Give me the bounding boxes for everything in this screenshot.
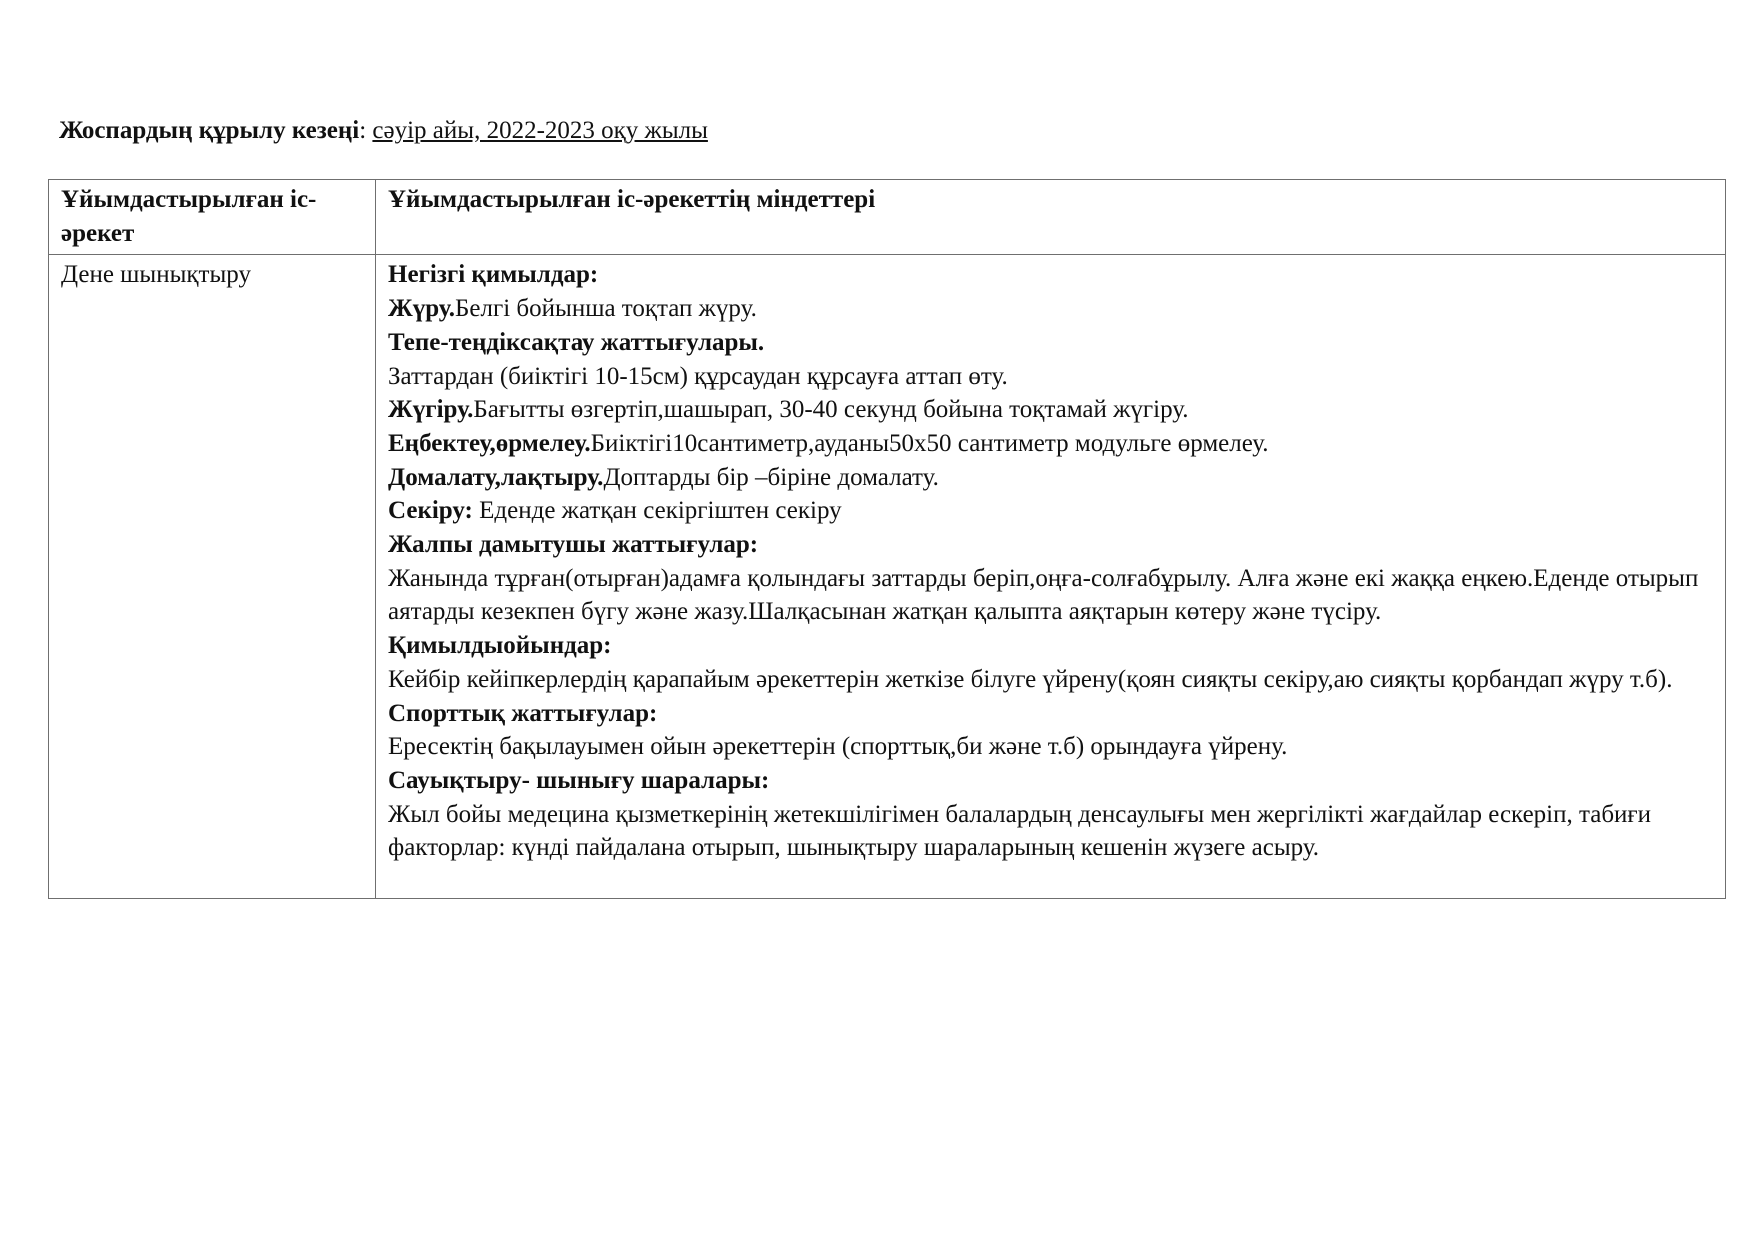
task-text: Жанында тұрған(отырған)адамға қолындағы заттарды беріп,оңға-солғабұрылу. Алға және екі жаққа еңкею.Еденде отырып аятарды кезекпен бүгу және жазу.Шалқасынан жатқан қалыпта аяқтарын көтеру және түсіру. [388,564,1699,626]
task-heading: Домалату,лақтыру. [388,463,604,491]
task-heading: Жалпы дамытушы жаттығулар: [388,531,759,559]
task-text: Кейбір кейіпкерлердің қарапайым әрекеттерін жеткізе білуге үйрену(қоян сияқты секіру,аю сияқты қорбандап жүру т.б). [388,665,1673,693]
activity-tasks-cell [376,255,1726,899]
plan-period-heading [59,115,708,147]
task-text: Биіктігі10сантиметр,ауданы50х50 сантиметр модульге өрмелеу. [590,429,1269,457]
activity-plan-table [48,179,1726,899]
task-heading: Жүру. [388,295,456,323]
task-line [388,562,1715,629]
task-line [388,427,1715,461]
task-heading: Қимылдыойындар: [388,632,612,660]
task-heading: Негізгі қимылдар: [388,261,599,289]
task-line [388,461,1715,495]
table-row [49,255,1726,899]
task-heading: Сауықтыру- шынығу шаралары: [388,766,770,794]
task-heading: Еңбектеу,өрмелеу. [388,429,591,457]
task-line [388,393,1715,427]
column-header-tasks: Ұйымдастырылған іс-әрекеттің міндеттері [376,180,1726,255]
task-text: Еденде жатқан секіргіштен секіру [472,497,842,525]
task-line [388,730,1715,764]
task-line [388,258,1715,292]
heading-separator: : [359,117,373,144]
task-line [388,764,1715,798]
task-line [388,326,1715,360]
task-line [388,663,1715,697]
task-line [388,360,1715,394]
task-text: Белгі бойынша тоқтап жүру. [455,295,757,323]
column-header-activity: Ұйымдастырылған іс-әрекет [49,180,376,255]
task-heading: Спорттық жаттығулар: [388,699,658,727]
task-line [388,528,1715,562]
plan-period-label: Жоспардың құрылу кезеңі [59,117,360,144]
task-heading: Секіру: [388,497,473,525]
task-line [388,629,1715,663]
task-text: Ересектің бақылауымен ойын әрекеттерін (спорттық,би және т.б) орындауға үйрену. [388,733,1288,761]
task-text: Бағытты өзгертіп,шашырап, 30-40 секунд бойына тоқтамай жүгіру. [473,396,1189,424]
task-heading: Тепе-теңдіксақтау жаттығулары. [388,328,765,356]
task-text: Жыл бойы медецина қызметкерінің жетекшілігімен балалардың денсаулығы мен жергілікті жағдайлар ескеріп, табиғи факторлар: күнді пайдалана отырып, шынықтыру шараларының кешенін жүзеге асыру. [388,800,1652,862]
task-line [388,494,1715,528]
plan-period-value: сәуір айы, 2022-2023 оқу жылы [372,117,708,144]
task-text: Доптарды бір –біріне домалату. [603,463,939,491]
task-text: Заттардан (биіктігі 10-15см) құрсаудан құрсауға аттап өту. [388,362,1008,390]
task-line [388,292,1715,326]
table-header-row [49,180,1726,255]
task-line [388,798,1715,865]
activity-name-cell: Дене шынықтыру [49,255,376,899]
task-line [388,697,1715,731]
task-heading: Жүгіру. [388,396,474,424]
